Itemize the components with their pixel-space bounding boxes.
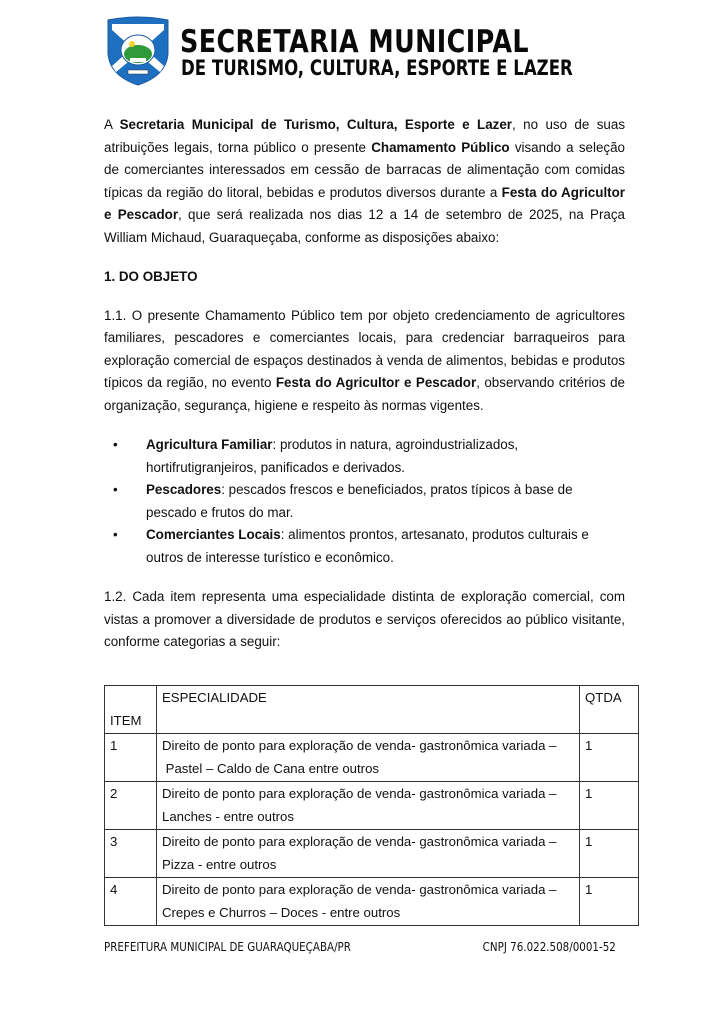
table-row bbox=[105, 782, 639, 830]
list-item-label: Comerciantes Locais bbox=[146, 527, 281, 542]
list-item-text: : alimentos prontos, artesanato, produtos culturais e outros de interesse turístico e econômico. bbox=[146, 527, 589, 565]
list-item bbox=[104, 524, 625, 569]
header-specialty: ESPECIALIDADE bbox=[157, 686, 580, 734]
cell-item: 2 bbox=[105, 782, 157, 830]
header-item: ITEM bbox=[105, 686, 157, 734]
specialty-line: Direito de ponto para exploração de venda- gastronômica variada – bbox=[162, 738, 557, 753]
table-header-row bbox=[105, 686, 639, 734]
cell-specialty bbox=[157, 734, 580, 782]
specialty-line: Direito de ponto para exploração de venda- gastronômica variada – bbox=[162, 882, 557, 897]
intro-text: A bbox=[104, 117, 120, 132]
municipal-coat-of-arms-icon bbox=[104, 14, 172, 86]
cell-qtda: 1 bbox=[580, 734, 639, 782]
bullet-icon: • bbox=[113, 527, 118, 542]
cell-qtda: 1 bbox=[580, 830, 639, 878]
list-item-label: Pescadores bbox=[146, 482, 222, 497]
cell-specialty bbox=[157, 878, 580, 926]
intro-bold-chamamento: Chamamento Público bbox=[371, 139, 510, 155]
bullet-icon: • bbox=[113, 437, 118, 452]
list-item-text: : produtos in natura, agroindustrializados, hortifrutigranjeiros, panificados e derivados. bbox=[146, 437, 519, 475]
section-heading: 1. DO OBJETO bbox=[104, 269, 198, 284]
header-subtitle: DE TURISMO, CULTURA, ESPORTE E LAZER bbox=[181, 56, 573, 80]
paragraph-1-1 bbox=[104, 305, 625, 418]
list-item bbox=[104, 434, 625, 479]
footer-municipality: PREFEITURA MUNICIPAL DE GUARAQUEÇABA/PR bbox=[104, 940, 351, 954]
table-row bbox=[105, 734, 639, 782]
specialty-line: Crepes e Churros – Doces - entre outros bbox=[162, 904, 401, 920]
specialty-line: Pastel – Caldo de Cana entre outros bbox=[162, 760, 379, 776]
paragraph-text: , observando critérios de organização, segurança, higiene e respeito às normas vigentes. bbox=[104, 375, 625, 413]
specialty-line: Lanches - entre outros bbox=[162, 808, 294, 824]
paragraph-1-2: 1.2. Cada item representa uma especialidade distinta de exploração comercial, com vistas a promover a diversidade de produtos e serviços oferecidos ao público visitante, conforme categorias a seguir: bbox=[104, 589, 625, 649]
letterhead bbox=[104, 14, 604, 90]
specialty-line: Direito de ponto para exploração de venda- gastronômica variada – bbox=[162, 786, 557, 801]
specialty-line: Direito de ponto para exploração de venda- gastronômica variada – bbox=[162, 834, 557, 849]
list-item bbox=[104, 479, 625, 524]
cell-item: 1 bbox=[105, 734, 157, 782]
cell-item: 4 bbox=[105, 878, 157, 926]
intro-text: , no uso de suas atribuições legais, torna público o presente bbox=[104, 117, 626, 155]
cell-qtda: 1 bbox=[580, 782, 639, 830]
intro-paragraph bbox=[104, 114, 625, 249]
footer-cnpj: CNPJ 76.022.508/0001-52 bbox=[482, 940, 616, 954]
intro-bold-secretaria: Secretaria Municipal de Turismo, Cultura, Esporte e Lazer bbox=[119, 117, 513, 132]
header-title: SECRETARIA MUNICIPAL bbox=[180, 24, 530, 60]
intro-text-cessao: cessão de barracas bbox=[314, 162, 442, 178]
paragraph-text: 1.1. O presente Chamamento Público tem por objeto credenciamento de agricultores familiares, pescadores e comerciantes locais, para credenciar barraqueiros para exploração comercial de espaços destinados à venda de alimentos, bebidas e produtos típicos da região, no evento bbox=[104, 307, 625, 390]
bullet-icon: • bbox=[113, 482, 118, 497]
cell-specialty bbox=[157, 830, 580, 878]
table-row bbox=[105, 830, 639, 878]
table-row bbox=[105, 878, 639, 926]
specialties-table bbox=[104, 685, 639, 926]
paragraph-bold-festa: Festa do Agricultor e Pescador bbox=[275, 375, 477, 390]
header-qtda: QTDA bbox=[580, 686, 639, 734]
category-list bbox=[104, 434, 625, 569]
cell-qtda: 1 bbox=[580, 878, 639, 926]
intro-text: , que será realizada nos dias 12 a 14 de setembro de 2025, na Praça William Michaud, Guaraqueçaba, conforme as disposições abaixo: bbox=[104, 207, 626, 245]
intro-text: visando a seleção de comerciantes interessados em bbox=[104, 139, 625, 177]
list-item-label: Agricultura Familiar bbox=[146, 437, 273, 452]
specialty-line: Pizza - entre outros bbox=[162, 856, 277, 872]
intro-text: de alimentação com comidas típicas da região do litoral, bebidas e produtos diversos durante a bbox=[104, 162, 625, 200]
cell-item: 3 bbox=[105, 830, 157, 878]
intro-bold-festa: Festa do Agricultor e Pescador bbox=[104, 184, 626, 222]
cell-specialty bbox=[157, 782, 580, 830]
list-item-text: : pescados frescos e beneficiados, pratos típicos à base de pescado e frutos do mar. bbox=[146, 482, 573, 520]
document-body bbox=[104, 114, 625, 654]
